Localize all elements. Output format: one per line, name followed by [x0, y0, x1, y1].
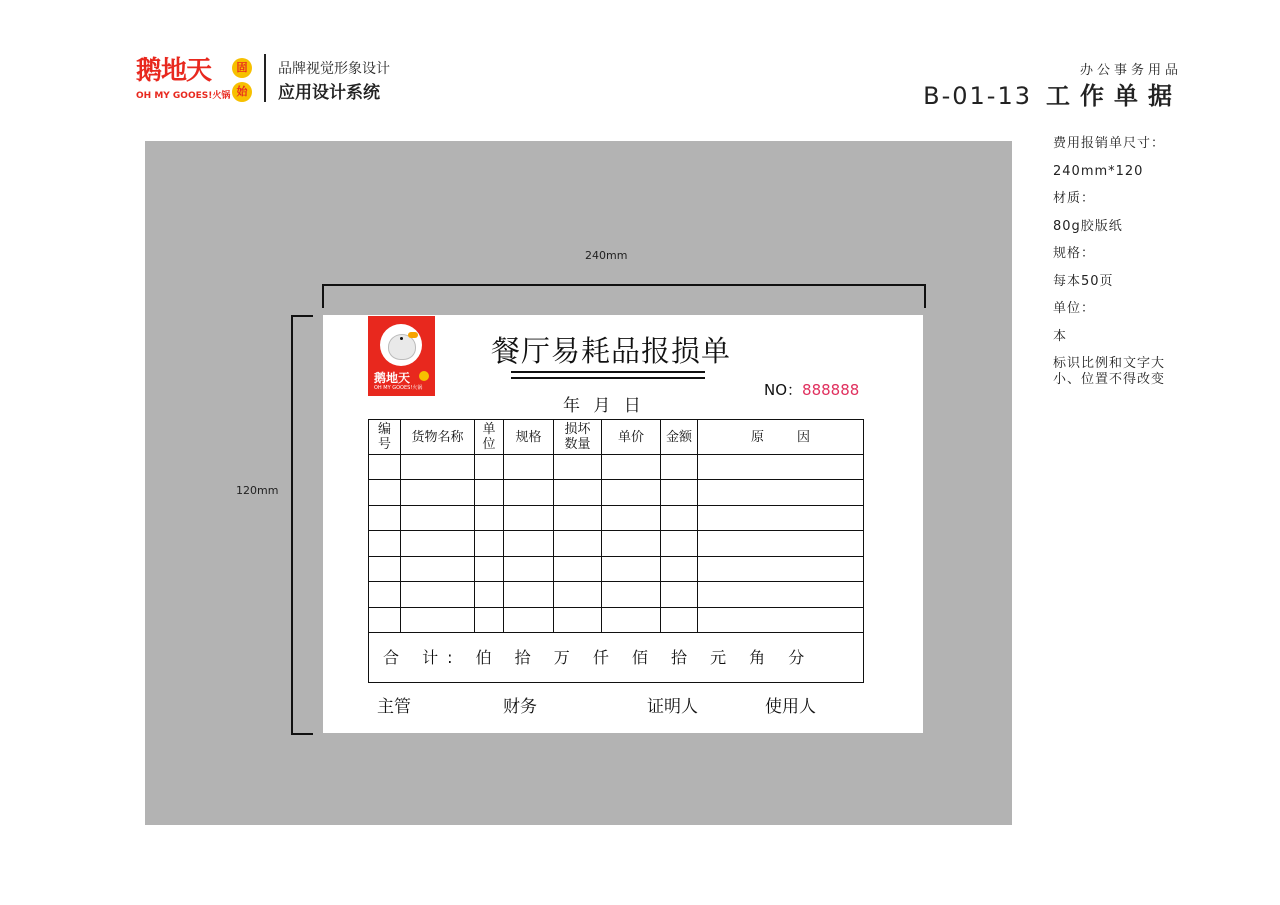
table-cell — [475, 531, 504, 556]
header-divider — [264, 54, 266, 102]
items-table — [368, 419, 864, 683]
category-label: 办公事务用品 — [1079, 63, 1182, 78]
table-cell — [504, 531, 554, 556]
table-cell — [401, 556, 475, 581]
table-cell — [602, 480, 661, 505]
table-cell — [554, 455, 602, 480]
table-cell — [661, 582, 698, 607]
brand-logo — [136, 56, 256, 106]
note-size-value: 240mm*120 — [1053, 163, 1144, 179]
note-spec-value: 每本50页 — [1053, 273, 1114, 289]
sign-finance: 财务 — [503, 697, 537, 717]
table-cell — [698, 556, 864, 581]
total-text: 合 计: 伯 拾 万 仟 佰 拾 元 角 分 — [369, 633, 864, 683]
table-cell — [401, 455, 475, 480]
note-unit-value: 本 — [1053, 328, 1068, 344]
receipt-logo-name: 鹅地天 — [374, 371, 411, 385]
brand-seal-2: 始 — [232, 82, 252, 102]
table-cell — [602, 455, 661, 480]
note-material-value: 80g胶版纸 — [1053, 218, 1123, 234]
table-cell — [554, 480, 602, 505]
col-header-spec: 规格 — [504, 420, 554, 455]
table-cell — [698, 607, 864, 632]
table-cell — [369, 556, 401, 581]
signature-row — [377, 692, 847, 716]
brand-subtitle: OH MY GOOES!火锅 — [136, 91, 231, 101]
page-code-title — [923, 76, 1182, 111]
brand-name: 鹅地天 — [136, 56, 212, 86]
receipt-form — [323, 315, 923, 733]
col-header-unit-price: 单价 — [602, 420, 661, 455]
table-row — [369, 556, 864, 581]
table-row — [369, 531, 864, 556]
table-cell — [602, 607, 661, 632]
page-code: B-01-13 — [923, 82, 1032, 110]
receipt-number-label: NO： — [764, 381, 803, 399]
table-cell — [504, 455, 554, 480]
receipt-number-value: 888888 — [802, 381, 860, 399]
table-cell — [698, 480, 864, 505]
table-row — [369, 505, 864, 530]
table-cell — [661, 505, 698, 530]
col-header-reason: 原 因 — [698, 420, 864, 455]
table-cell — [504, 556, 554, 581]
note-unit-label: 单位： — [1053, 301, 1096, 316]
table-cell — [554, 582, 602, 607]
table-cell — [602, 505, 661, 530]
table-cell — [661, 607, 698, 632]
table-row — [369, 455, 864, 480]
spec-notes — [1053, 136, 1193, 388]
table-cell — [369, 505, 401, 530]
page-title: 工作单据 — [1046, 81, 1182, 110]
receipt-number — [764, 379, 859, 400]
table-cell — [661, 455, 698, 480]
sign-supervisor: 主管 — [377, 697, 411, 717]
col-header-item-name: 货物名称 — [401, 420, 475, 455]
table-cell — [602, 582, 661, 607]
table-cell — [504, 505, 554, 530]
receipt-logo — [368, 316, 435, 396]
table-row — [369, 480, 864, 505]
table-cell — [661, 480, 698, 505]
table-cell — [401, 582, 475, 607]
table-cell — [661, 531, 698, 556]
table-cell — [698, 582, 864, 607]
table-cell — [504, 607, 554, 632]
col-header-unit: 单 位 — [475, 420, 504, 455]
brand-seal-1: 固 — [232, 58, 252, 78]
header-system-title: 应用设计系统 — [278, 83, 380, 103]
table-cell — [369, 582, 401, 607]
table-cell — [602, 556, 661, 581]
col-header-damaged-qty: 损坏 数量 — [554, 420, 602, 455]
table-cell — [475, 582, 504, 607]
table-row — [369, 607, 864, 632]
note-size-label: 费用报销单尺寸： — [1053, 136, 1166, 151]
table-cell — [475, 480, 504, 505]
note-remark-line1: 标识比例和文字大 — [1053, 356, 1166, 371]
height-dimension-bracket — [291, 315, 313, 735]
table-cell — [661, 556, 698, 581]
table-cell — [475, 505, 504, 530]
table-cell — [401, 505, 475, 530]
goose-icon — [380, 324, 422, 366]
table-cell — [475, 607, 504, 632]
title-underline-2 — [511, 377, 705, 379]
total-row — [369, 633, 864, 683]
table-cell — [504, 480, 554, 505]
table-cell — [369, 607, 401, 632]
table-cell — [401, 480, 475, 505]
table-cell — [554, 531, 602, 556]
receipt-title: 餐厅易耗品报损单 — [491, 334, 732, 368]
table-cell — [504, 582, 554, 607]
table-cell — [401, 531, 475, 556]
table-cell — [698, 505, 864, 530]
table-cell — [698, 455, 864, 480]
note-remark-line2: 小、位置不得改变 — [1053, 372, 1166, 387]
height-dimension-label: 120mm — [236, 484, 279, 497]
table-cell — [369, 455, 401, 480]
col-header-number: 编 号 — [369, 420, 401, 455]
table-cell — [369, 531, 401, 556]
sign-witness: 证明人 — [647, 697, 698, 717]
width-dimension-label: 240mm — [585, 249, 628, 262]
table-row — [369, 582, 864, 607]
receipt-logo-subtitle: OH MY GOOES!火锅 — [374, 385, 423, 391]
receipt-logo-seal — [419, 371, 429, 381]
table-cell — [401, 607, 475, 632]
table-cell — [554, 505, 602, 530]
table-cell — [554, 556, 602, 581]
sign-user: 使用人 — [765, 697, 816, 717]
table-cell — [698, 531, 864, 556]
title-underline-1 — [511, 371, 705, 373]
date-field: 年 月 日 — [563, 396, 645, 416]
width-dimension-bracket — [322, 284, 926, 308]
note-spec-label: 规格： — [1053, 246, 1096, 261]
table-cell — [475, 556, 504, 581]
table-cell — [602, 531, 661, 556]
table-cell — [554, 607, 602, 632]
header-subtitle: 品牌视觉形象设计 — [278, 61, 390, 77]
table-header-row — [369, 420, 864, 455]
note-material-label: 材质： — [1053, 191, 1096, 206]
table-cell — [475, 455, 504, 480]
col-header-amount: 金额 — [661, 420, 698, 455]
table-cell — [369, 480, 401, 505]
